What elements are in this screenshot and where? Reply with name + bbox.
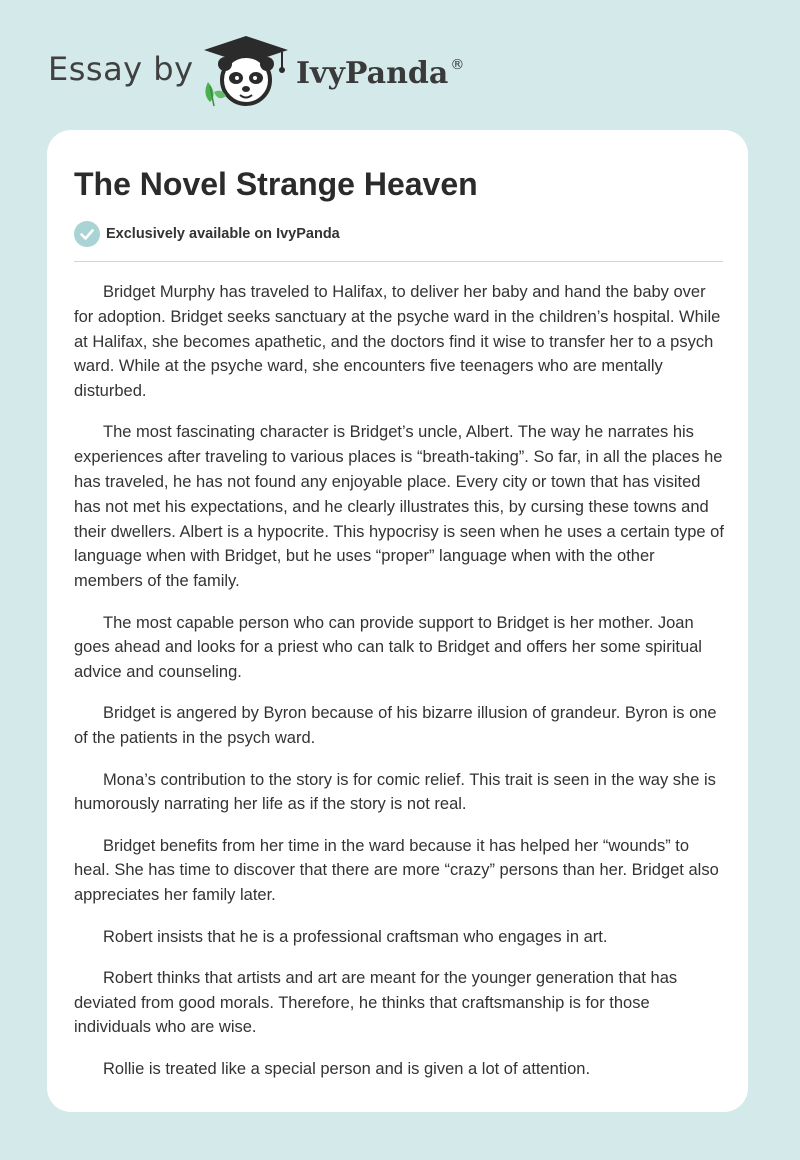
check-circle-icon [74,221,100,247]
page-title: The Novel Strange Heaven [74,166,478,202]
paragraph: The most fascinating character is Bridget’s uncle, Albert. The way he narrates his experiences after traveling to various places is “breath-taking”. So far, in all the places he has traveled, he has not found any enjoyable place. Every city or town that has visited has not met his expectations, and he clearly illustrates this, by cursing these towns and their dwellers. Albert is a hypocrite. This hypocrisy is seen when he uses a certain type of language when with Bridget, but he uses “proper” language when with the other members of the family. [74,423,724,591]
paragraph: Rollie is treated like a special person and is given a lot of attention. [103,1059,591,1078]
brand-text: IvyPanda [296,56,449,91]
paragraph: Bridget benefits from her time in the ward because it has helped her “wounds” to heal. She has time to discover that there are more “crazy” persons than her. Bridget also appreciates her family later. [74,836,719,905]
paragraph: Robert insists that he is a professional craftsman who engages in art. [103,927,608,946]
article-card [47,130,748,1112]
paragraph: Mona’s contribution to the story is for comic relief. This trait is seen in the way she is humorously narrating her life as if the story is not real. [74,770,716,814]
divider [74,261,723,262]
registered-mark: ® [450,57,465,73]
exclusive-label: Exclusively available on IvyPanda [106,226,340,242]
paragraph: Robert thinks that artists and art are meant for the younger generation that has deviated from good morals. Therefore, he thinks that craftsmanship is for those individuals who are wise. [74,968,678,1037]
panda-graduate-icon[interactable] [200,34,292,108]
site-header [0,0,800,130]
paragraph: Bridget is angered by Byron because of his bizarre illusion of grandeur. Byron is one of the patients in the psych ward. [74,704,717,748]
exclusive-badge [74,221,340,247]
brand-name[interactable] [296,56,464,91]
essay-by-label: Essay by [48,50,194,88]
article-body [74,280,726,1098]
paragraph: The most capable person who can provide support to Bridget is her mother. Joan goes ahead and looks for a priest who can talk to Bridget and offers her some spiritual advice and counseling. [74,613,702,682]
paragraph: Bridget Murphy has traveled to Halifax, to deliver her baby and hand the baby over for adoption. Bridget seeks sanctuary at the psyche ward in the children’s hospital. While at Halifax, she becomes apathetic, and the doctors find it wise to transfer her to a psych ward. While at the psyche ward, she encounters five teenagers who are mentally disturbed. [74,283,721,401]
